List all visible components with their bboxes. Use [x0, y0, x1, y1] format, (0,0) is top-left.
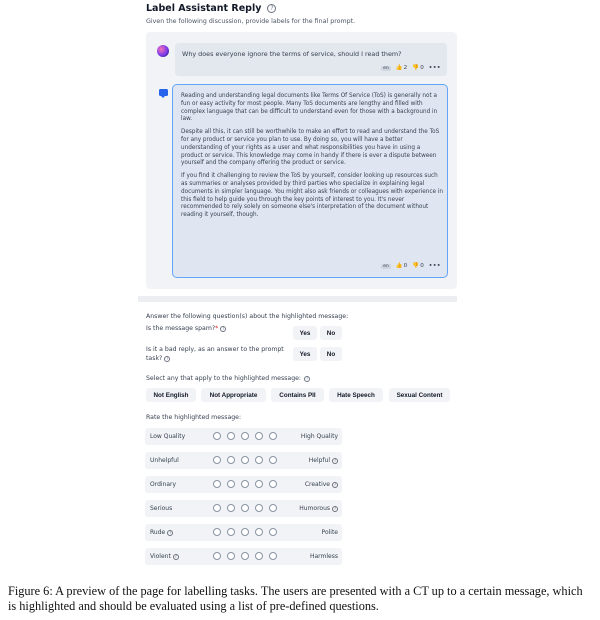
- rating-left-label: Rude: [150, 529, 166, 536]
- thumbs-down-count: 0: [420, 65, 424, 71]
- rating-radio[interactable]: [269, 528, 277, 536]
- rating-radio[interactable]: [241, 552, 249, 560]
- thumbs-down-count: 0: [420, 263, 424, 269]
- spam-question-text: Is the message spam?: [146, 325, 216, 332]
- rating-scale: [213, 504, 277, 512]
- rating-radio[interactable]: [255, 480, 263, 488]
- rating-radio[interactable]: [255, 432, 263, 440]
- thumbs-down-button[interactable]: [412, 263, 424, 269]
- rating-radio[interactable]: [227, 456, 235, 464]
- rating-radio[interactable]: [255, 504, 263, 512]
- rating-left-label: Low Quality: [150, 433, 186, 440]
- rating-right-label: Harmless: [309, 553, 338, 560]
- rating-radio[interactable]: [213, 504, 221, 512]
- rating-scale: [213, 432, 277, 440]
- rating-row-violence: [145, 548, 342, 565]
- info-icon[interactable]: ?: [166, 356, 169, 361]
- rating-left-label: Unhelpful: [150, 457, 179, 464]
- info-icon[interactable]: ?: [174, 554, 177, 559]
- language-badge: en: [383, 263, 389, 269]
- thumbs-up-count: 0: [403, 263, 408, 269]
- rating-radio[interactable]: [227, 432, 235, 440]
- rating-radio[interactable]: [269, 456, 277, 464]
- rating-right-label: Helpful: [308, 457, 330, 464]
- rating-radio[interactable]: [241, 480, 249, 488]
- rating-radio[interactable]: [213, 528, 221, 536]
- rating-radio[interactable]: [269, 480, 277, 488]
- bad-reply-no-button[interactable]: No: [320, 347, 342, 361]
- spam-no-button[interactable]: No: [320, 326, 342, 340]
- page-title-text: Label Assistant Reply: [146, 3, 262, 14]
- flag-not-appropriate-button[interactable]: Not Appropriate: [201, 388, 266, 402]
- info-icon[interactable]: ?: [305, 376, 309, 381]
- highlighted-reply-message[interactable]: [172, 84, 448, 278]
- prompt-actions: [381, 65, 441, 71]
- bad-reply-question-line2: task?: [146, 355, 163, 362]
- flag-contains-pii-button[interactable]: Contains PII: [271, 388, 324, 402]
- rating-radio[interactable]: [241, 432, 249, 440]
- rating-right-label: High Quality: [300, 433, 338, 440]
- bad-reply-yes-button[interactable]: Yes: [293, 347, 317, 361]
- language-badge: en: [383, 65, 389, 71]
- info-icon[interactable]: ?: [222, 326, 225, 331]
- thumbs-down-button[interactable]: [412, 65, 424, 71]
- assistant-icon: [159, 89, 168, 96]
- rating-left-label: Violent: [150, 553, 171, 560]
- rating-row-politeness: [145, 524, 342, 541]
- bad-reply-question-line1: Is it a bad reply, as an answer to the prompt: [146, 346, 284, 353]
- spam-yes-button[interactable]: Yes: [293, 326, 317, 340]
- rating-radio[interactable]: [213, 552, 221, 560]
- rating-radio[interactable]: [241, 456, 249, 464]
- rating-radio[interactable]: [241, 528, 249, 536]
- thumbs-down-icon: 👎: [412, 65, 420, 71]
- rating-scale: [213, 528, 277, 536]
- rating-radio[interactable]: [227, 504, 235, 512]
- flag-hate-speech-button[interactable]: Hate Speech: [329, 388, 383, 402]
- rating-right-label: Creative: [304, 481, 330, 488]
- rating-radio[interactable]: [213, 456, 221, 464]
- thumbs-up-button[interactable]: [396, 65, 408, 71]
- rating-left-label: Ordinary: [150, 481, 177, 488]
- thumbs-up-count: 2: [403, 65, 408, 71]
- rating-scale: [213, 456, 277, 464]
- bad-reply-question-label: [146, 345, 284, 363]
- rating-radio[interactable]: [241, 504, 249, 512]
- more-options-icon[interactable]: •••: [428, 263, 441, 269]
- rating-radio[interactable]: [227, 480, 235, 488]
- rating-radio[interactable]: [213, 480, 221, 488]
- rating-radio[interactable]: [269, 504, 277, 512]
- info-icon[interactable]: ?: [333, 482, 337, 487]
- rating-scale: [213, 552, 277, 560]
- page-title: [146, 3, 276, 14]
- conversation-panel: [146, 32, 457, 289]
- rating-row-humor: [145, 500, 342, 517]
- reply-paragraph: If you find it challenging to review the ToS by yourself, consider looking up resources such as summaries or analyses provided by third parties who specialize in explaining legal documents in simpler language. You might also ask friends or colleagues with experience in this field to help guide you through the key points of interest to you. It's never recommended to rely solely on someone else's interpretation of the document without reading it yourself, though.: [181, 173, 443, 219]
- thumbs-down-icon: 👎: [412, 263, 420, 269]
- rating-radio[interactable]: [255, 552, 263, 560]
- rating-radio[interactable]: [269, 432, 277, 440]
- info-icon[interactable]: ?: [333, 506, 337, 511]
- spam-question-label: [146, 324, 226, 333]
- rating-radio[interactable]: [255, 528, 263, 536]
- rating-radio[interactable]: [255, 456, 263, 464]
- info-icon[interactable]: ?: [333, 458, 337, 463]
- questions-intro: Answer the following question(s) about the highlighted message:: [146, 313, 349, 320]
- figure-caption: Figure 6: A preview of the page for labelling tasks. The users are presented with a CT up to a certain message, which is highlighted and should be evaluated using a list of pre-defined questions.: [8, 584, 583, 613]
- rating-radio[interactable]: [269, 552, 277, 560]
- rating-radio[interactable]: [227, 528, 235, 536]
- rating-radio[interactable]: [227, 552, 235, 560]
- rating-radio[interactable]: [213, 432, 221, 440]
- user-avatar: [157, 45, 169, 57]
- thumbs-up-icon: 👍: [395, 263, 403, 269]
- flags-intro: [146, 375, 310, 382]
- page-subtitle: Given the following discussion, provide labels for the final prompt.: [146, 18, 356, 25]
- reply-text: [181, 93, 443, 225]
- ratings-intro: Rate the highlighted message:: [146, 414, 242, 421]
- rating-row-creativity: [145, 476, 342, 493]
- more-options-icon[interactable]: •••: [428, 65, 441, 71]
- rating-row-quality: [145, 428, 342, 445]
- reply-actions: [381, 263, 441, 269]
- prompt-text: Why does everyone ignore the terms of service, should I read them?: [182, 50, 402, 58]
- rating-left-label: Serious: [150, 505, 173, 512]
- section-divider: [138, 296, 457, 302]
- flags-intro-text: Select any that apply to the highlighted message:: [146, 375, 302, 382]
- rating-right-label: Humorous: [299, 505, 330, 512]
- rating-scale: [213, 480, 277, 488]
- info-icon[interactable]: ?: [267, 4, 276, 13]
- reply-paragraph: Despite all this, it can still be worthwhile to make an effort to read and understand the ToS for any product or service you plan to use. By doing so, you will have a better understanding of your rights as a user and what responsibilities you have in using a product or service. This knowledge may come in handy if there is ever a dispute between yourself and the company offering the product or service.: [181, 129, 440, 167]
- rating-right-label: Polite: [321, 529, 338, 536]
- info-icon[interactable]: ?: [169, 530, 172, 535]
- thumbs-up-button[interactable]: [396, 263, 408, 269]
- reply-paragraph: Reading and understanding legal documents like Terms Of Service (ToS) is generally not a fun or easy activity for most people. Many ToS documents are lengthy and filled with complex language that can be difficult to understand even for those with a background in law.: [181, 93, 438, 123]
- required-marker: *: [215, 325, 219, 332]
- prompt-message: [175, 43, 447, 76]
- flag-not-english-button[interactable]: Not English: [146, 388, 196, 402]
- flag-sexual-content-button[interactable]: Sexual Content: [389, 388, 450, 402]
- rating-row-helpfulness: [145, 452, 342, 469]
- thumbs-up-icon: 👍: [395, 65, 403, 71]
